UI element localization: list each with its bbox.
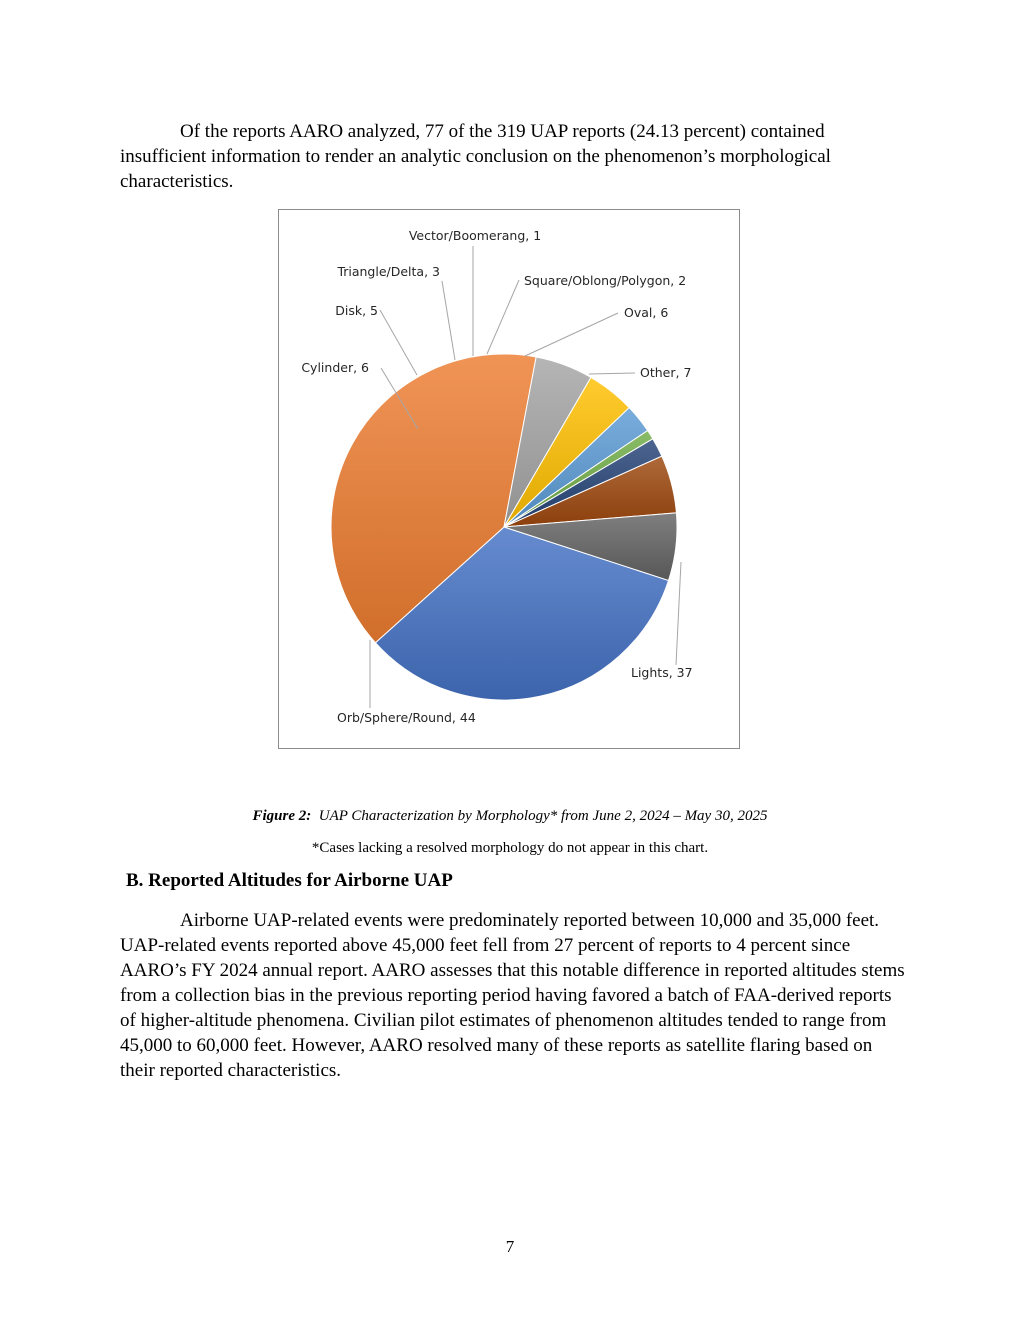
intro-paragraph: Of the reports AARO analyzed, 77 of the 319 UAP reports (24.13 percent) contained insufficient information to render an analytic conclusion on the phenomenon’s morphological characteristics. [120,121,831,192]
section-heading: B. Reported Altitudes for Airborne UAP [126,870,453,891]
leader-line [525,313,618,356]
figure-footnote: *Cases lacking a resolved morphology do not appear in this chart. [311,840,709,856]
leader-line [442,281,455,360]
leader-line [380,310,417,375]
page-number: 7 [505,1237,515,1256]
data-label: Cylinder, 6 [301,360,369,375]
morphology-pie-chart [278,209,740,749]
data-label: Triangle/Delta, 3 [337,264,440,279]
leader-line [589,373,635,374]
data-label: Orb/Sphere/Round, 44 [337,710,476,725]
data-label: Square/Oblong/Polygon, 2 [524,273,687,288]
pie-chart-svg [279,210,741,750]
data-label: Disk, 5 [335,303,378,318]
figure-caption [0,808,1020,825]
data-label: Oval, 6 [624,305,669,320]
leader-line [676,562,681,665]
leader-line [487,280,519,354]
figure-caption-text: UAP Characterization by Morphology* from June 2, 2024 – May 30, 2025 [318,808,768,824]
data-label: Vector/Boomerang, 1 [408,228,542,243]
altitudes-paragraph: Airborne UAP-related events were predominately reported between 10,000 and 35,000 feet. UAP-related events reported above 45,000 feet fell from 27 percent of reports to 4 percent since AARO’s FY 2024 annual report. AARO assesses that this notable difference in reported altitudes stems from a collection bias in the previous reporting period having favored a batch of FAA-derived reports of higher-altitude phenomena. Civilian pilot estimates of phenomenon altitudes tended to range from 45,000 to 60,000 feet. However, AARO resolved many of these reports as satellite flaring based on their reported characteristics. [120,910,905,1081]
data-label: Lights, 37 [631,665,693,680]
figure-label: Figure 2: [252,808,312,824]
data-label: Other, 7 [640,365,692,380]
